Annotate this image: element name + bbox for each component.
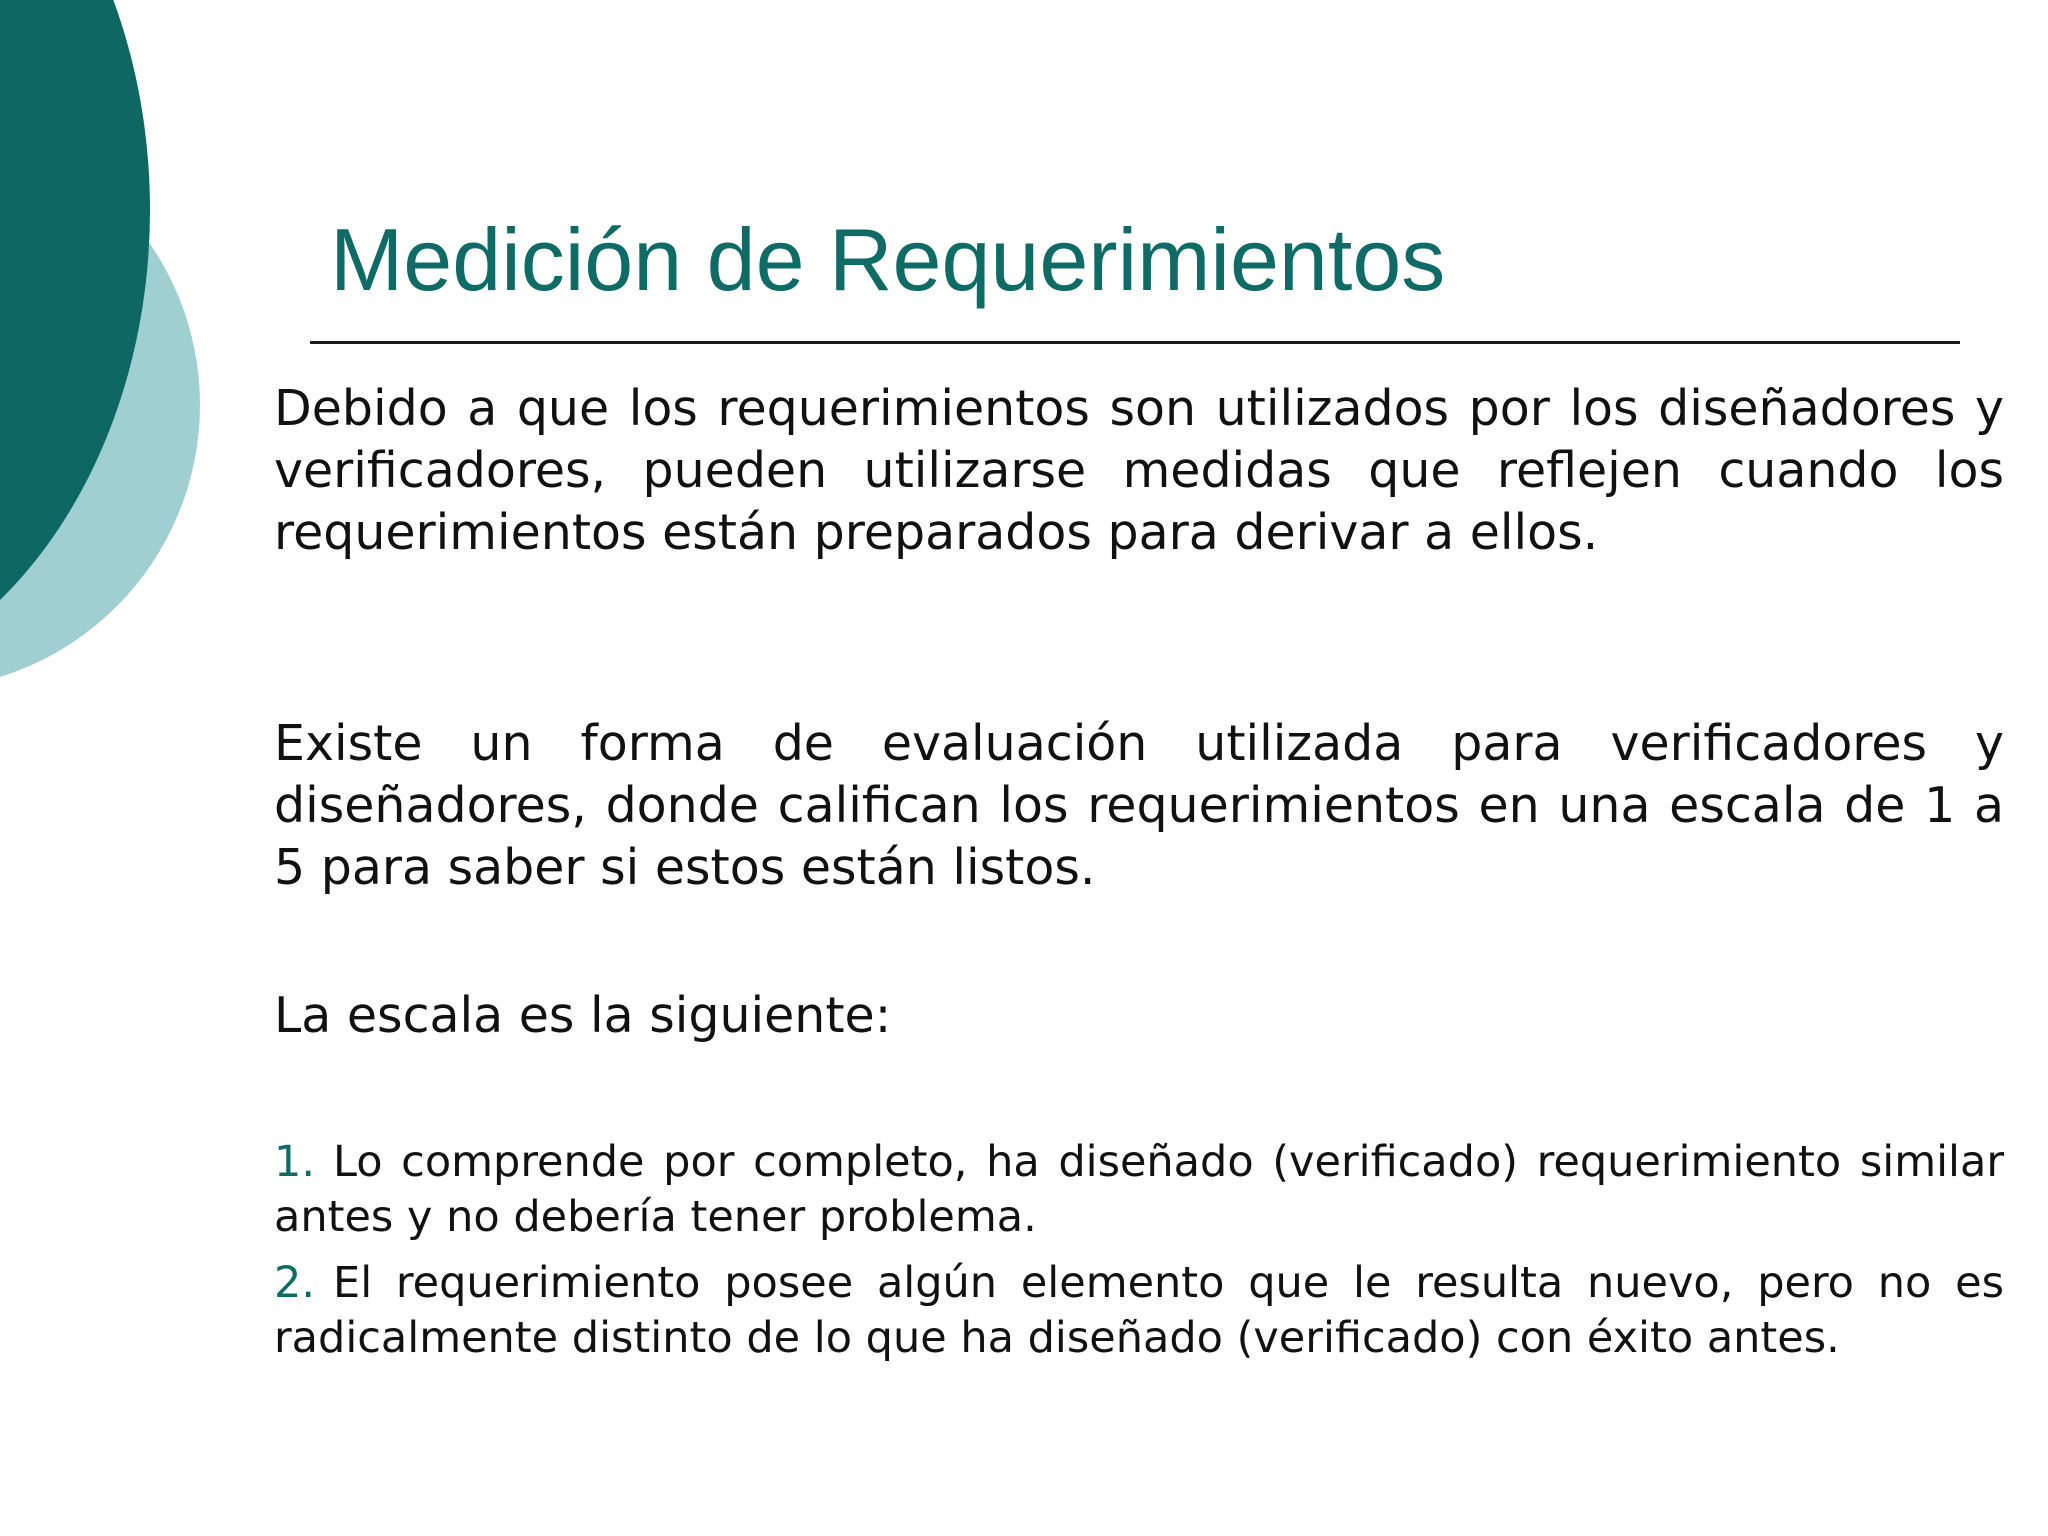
list-item-number: 1. [274,1137,316,1187]
paragraph-evaluation: Existe un forma de evaluación utilizada para verificadores y diseñadores, donde califican los requerimientos en una escala de 1 a 5 para saber si estos están listos. [274,715,2004,896]
list-item-text: Lo comprende por completo, ha diseñado (verificado) requerimiento similar antes y no debería tener problema. [274,1137,2004,1242]
list-item-text: El requerimiento posee algún elemento que le resulta nuevo, pero no es radicalmente distinto de lo que ha diseñado (verificado) con éxito antes. [274,1258,2004,1363]
list-item-number: 2. [274,1258,316,1308]
paragraph-scale-intro: La escala es la siguiente: [274,987,892,1044]
list-item [274,1135,2004,1245]
list-item [274,1256,2004,1366]
paragraph-intro: Debido a que los requerimientos son utilizados por los diseñadores y verificadores, pueden utilizarse medidas que reflejen cuando los requerimientos están preparados para derivar a ellos. [274,380,2004,561]
title-divider [310,341,1960,344]
slide-title: Medición de Requerimientos [330,210,1446,309]
